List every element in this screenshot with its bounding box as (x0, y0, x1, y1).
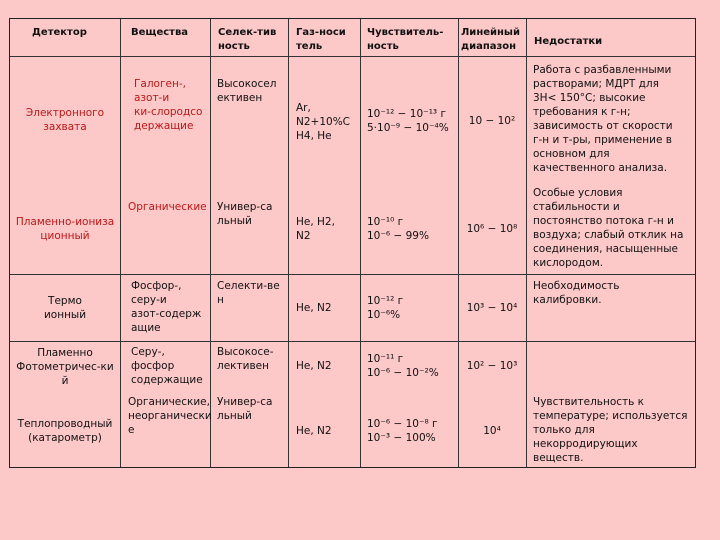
row2-substances: Органические (128, 201, 207, 213)
column-divider (120, 19, 121, 467)
row5-selectivity: Универ-са льный (217, 396, 273, 422)
header-substances: Вещества (131, 27, 189, 38)
row1-linear-range: 10 − 10² (468, 115, 516, 127)
header-detector: Детектор (32, 27, 87, 38)
row1-carrier-gas: Ar, N2+10%C H4, He (296, 102, 351, 142)
row3-drawbacks: Необходимость калибровки. (533, 280, 620, 306)
row1-detector: Электронного захвата (25, 107, 105, 133)
row4-carrier-gas: He, N2 (296, 360, 332, 372)
row-divider (10, 56, 695, 57)
row5-linear-range: 10⁴ (483, 425, 501, 437)
row5-substances: Органические, неорганически е (128, 396, 212, 436)
row3-carrier-gas: He, N2 (296, 302, 332, 314)
detectors-table (9, 18, 696, 468)
column-divider (288, 19, 289, 467)
row5-detector: Теплопроводный (катарометр) (17, 418, 113, 444)
row3-linear-range: 10³ − 10⁴ (466, 302, 518, 314)
row3-detector: Термо ионный (43, 295, 87, 321)
row4-sensitivity: 10⁻¹¹ г 10⁻⁶ − 10⁻²% (367, 353, 439, 379)
row1-substances: Галоген-, азот-и ки-слородсо держащие (134, 78, 203, 132)
row3-sensitivity: 10⁻¹² г 10⁻⁶% (367, 295, 404, 321)
row1-sensitivity: 10⁻¹² − 10⁻¹³ г 5·10⁻⁹ − 10⁻⁴% (367, 108, 449, 134)
row4-substances: Серу-, фосфор содержащие (131, 346, 203, 386)
header-drawbacks: Недостатки (534, 36, 603, 47)
row2-detector: Пламенно-иониза ционный (15, 216, 115, 242)
header-selectivity: Селек-тив ность (218, 27, 277, 52)
row2-linear-range: 10⁶ − 10⁸ (466, 223, 518, 235)
row4-linear-range: 10² − 10³ (466, 360, 518, 372)
header-linear-range: Линейный диапазон (461, 27, 520, 52)
row2-drawbacks: Особые условия стабильности и постоянство потока г-н и воздуха; слабый отклик на соединения, насыщенные кислородом. (533, 187, 684, 269)
header-carrier-gas: Газ-носи тель (296, 27, 346, 52)
row4-detector: Пламенно Фотометричес-ки й (16, 347, 114, 387)
header-sensitivity: Чувствитель- ность (367, 27, 444, 52)
row3-selectivity: Селекти-ве н (217, 280, 280, 306)
row5-drawbacks: Чувствительность к температуре; используется только для некорродирующих веществ. (533, 396, 688, 464)
column-divider (458, 19, 459, 467)
row2-sensitivity: 10⁻¹⁰ г 10⁻⁶ − 99% (367, 216, 429, 242)
row-divider (10, 274, 695, 275)
row3-substances: Фосфор-, серу-и азот-содерж ащие (131, 280, 202, 334)
row2-selectivity: Универ-са льный (217, 201, 273, 227)
row1-drawbacks: Работа с разбавленными растворами; МДРТ для 3Н< 150°С; высокие требования к г-н; зависимость от скорости г-н и т-ры, применение в основном для качественного анализа. (533, 64, 673, 174)
row-divider (10, 341, 695, 342)
column-divider (526, 19, 527, 467)
row5-sensitivity: 10⁻⁶ − 10⁻⁸ г 10⁻³ − 100% (367, 418, 438, 444)
column-divider (360, 19, 361, 467)
row4-selectivity: Высокосе- лективен (217, 346, 274, 372)
row5-carrier-gas: He, N2 (296, 425, 332, 437)
row1-selectivity: Высокосел ективен (217, 78, 277, 104)
row2-carrier-gas: He, H2, N2 (296, 216, 335, 242)
